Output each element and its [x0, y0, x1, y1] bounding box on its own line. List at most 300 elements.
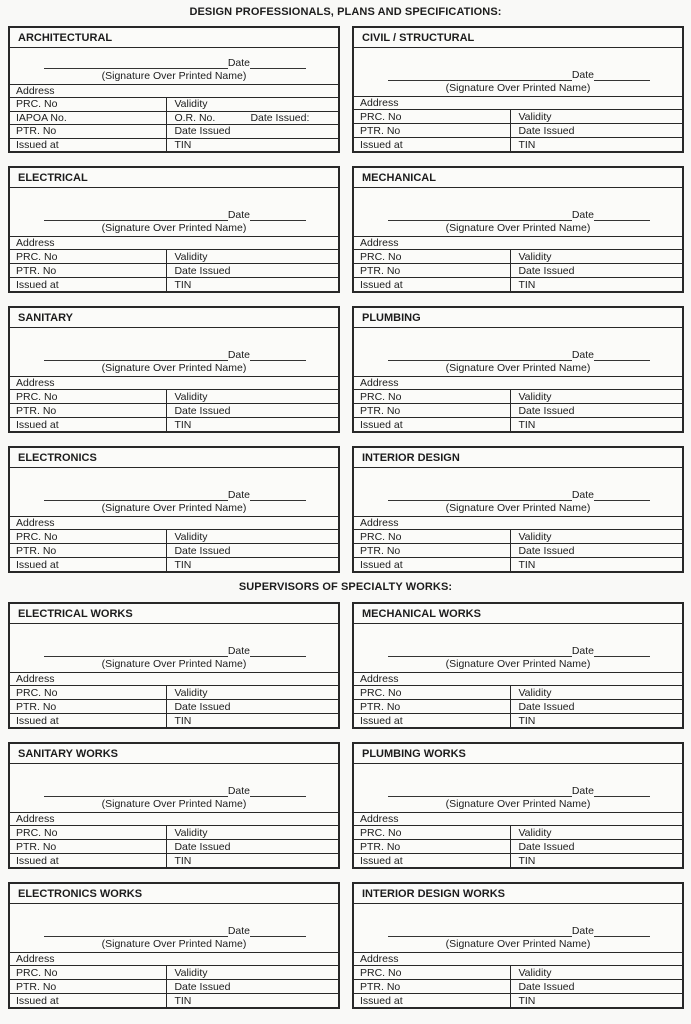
- issued-at-cell: [354, 994, 511, 1007]
- issued-at-tin-row: [354, 417, 682, 431]
- date-issued-label: Date Issued: [518, 700, 575, 713]
- address-label: Address: [16, 517, 55, 529]
- date-issued-cell: [167, 700, 338, 713]
- ptr-no-cell: [354, 840, 511, 853]
- signature-area: [10, 623, 338, 672]
- validity-label: Validity: [174, 686, 208, 699]
- validity-cell: [167, 686, 338, 699]
- prc-validity-row: [10, 965, 338, 979]
- date-label: Date: [571, 645, 594, 657]
- prc-no-label: PRC. No: [360, 390, 402, 403]
- signature-line: [44, 208, 306, 221]
- address-row: [10, 376, 338, 389]
- signature-caption: (Signature Over Printed Name): [101, 798, 247, 810]
- date-issued-label: Date Issued: [174, 264, 231, 277]
- validity-cell: [511, 686, 682, 699]
- ptr-no-cell: [10, 700, 167, 713]
- issued-at-label: Issued at: [360, 278, 403, 291]
- prc-no-cell: [10, 686, 167, 699]
- box-title: PLUMBING WORKS: [362, 747, 466, 760]
- prc-no-label: PRC. No: [16, 530, 58, 543]
- or-no-cell: [167, 112, 338, 125]
- validity-label: Validity: [518, 686, 552, 699]
- tin-label: TIN: [518, 138, 536, 151]
- tin-cell: [511, 854, 682, 867]
- issued-at-cell: [10, 139, 167, 152]
- issued-at-cell: [10, 278, 167, 291]
- issued-at-tin-row: [354, 993, 682, 1007]
- ptr-no-label: PTR. No: [16, 125, 57, 138]
- issued-at-label: Issued at: [16, 994, 59, 1007]
- signature-caption: (Signature Over Printed Name): [445, 502, 591, 514]
- prc-validity-row: [10, 529, 338, 543]
- ptr-date-issued-row: [354, 839, 682, 853]
- ptr-no-label: PTR. No: [360, 124, 401, 137]
- validity-cell: [511, 966, 682, 979]
- date-label: Date: [571, 925, 594, 937]
- tin-label: TIN: [518, 418, 536, 431]
- date-label: Date: [227, 785, 250, 797]
- issued-at-label: Issued at: [16, 418, 59, 431]
- tin-cell: [511, 278, 682, 291]
- signature-area: [10, 327, 338, 376]
- validity-cell: [167, 530, 338, 543]
- ptr-no-label: PTR. No: [16, 404, 57, 417]
- signature-area: [10, 763, 338, 812]
- date-label: Date: [571, 349, 594, 361]
- iapoa-no-label: IAPOA No.: [16, 111, 67, 124]
- box-title: ELECTRONICS: [18, 451, 97, 464]
- prc-no-cell: [10, 250, 167, 263]
- date-issued-cell: [167, 544, 338, 557]
- ptr-date-issued-row: [10, 979, 338, 993]
- date-issued-label: Date Issued: [174, 980, 231, 993]
- prc-validity-row: [354, 965, 682, 979]
- address-row: [354, 96, 682, 109]
- date-label: Date: [227, 489, 250, 501]
- prc-no-cell: [354, 110, 511, 123]
- box-title: ELECTRONICS WORKS: [18, 887, 143, 900]
- address-row: [354, 812, 682, 825]
- ptr-no-label: PTR. No: [360, 840, 401, 853]
- validity-cell: [511, 530, 682, 543]
- date-label: Date: [571, 209, 594, 221]
- tin-label: TIN: [174, 558, 192, 571]
- or-no-label: O.R. No.: [174, 111, 216, 124]
- ptr-date-issued-row: [354, 263, 682, 277]
- address-row: [10, 672, 338, 685]
- box-sanitary: [8, 306, 340, 433]
- ptr-no-label: PTR. No: [16, 544, 57, 557]
- date-issued-cell: [167, 404, 338, 417]
- prc-no-cell: [354, 250, 511, 263]
- signature-caption: (Signature Over Printed Name): [101, 362, 247, 374]
- box-sanitary-works: [8, 742, 340, 869]
- signature-caption: (Signature Over Printed Name): [445, 658, 591, 670]
- box-civil-structural: [352, 26, 684, 153]
- date-issued-cell: [167, 840, 338, 853]
- issued-at-cell: [10, 418, 167, 431]
- ptr-date-issued-row: [10, 403, 338, 417]
- date-issued-cell: [511, 980, 682, 993]
- ptr-no-label: PTR. No: [16, 980, 57, 993]
- issued-at-cell: [10, 854, 167, 867]
- address-label: Address: [360, 953, 399, 965]
- issued-at-cell: [354, 138, 511, 151]
- validity-label: Validity: [518, 966, 552, 979]
- issued-at-tin-row: [354, 137, 682, 151]
- date-label: Date: [571, 69, 594, 81]
- box-electrical-works: [8, 602, 340, 729]
- issued-at-cell: [354, 854, 511, 867]
- signature-area: [10, 47, 338, 84]
- box-interior-design-works: [352, 882, 684, 1009]
- signature-caption: (Signature Over Printed Name): [445, 222, 591, 234]
- issued-at-label: Issued at: [360, 994, 403, 1007]
- issued-at-tin-row: [354, 853, 682, 867]
- date-issued-cell: [511, 700, 682, 713]
- supervisors-section: [0, 602, 691, 1009]
- address-row: [10, 236, 338, 249]
- ptr-date-issued-row: [354, 979, 682, 993]
- tin-cell: [167, 278, 338, 291]
- signature-line: [388, 924, 650, 937]
- validity-label: Validity: [518, 110, 552, 123]
- signature-line: [388, 784, 650, 797]
- tin-cell: [167, 418, 338, 431]
- prc-no-label: PRC. No: [16, 98, 58, 111]
- tin-label: TIN: [518, 854, 536, 867]
- issued-at-cell: [354, 418, 511, 431]
- date-issued-label: Date Issued: [518, 124, 575, 137]
- signature-caption: (Signature Over Printed Name): [101, 502, 247, 514]
- prc-no-label: PRC. No: [360, 250, 402, 263]
- prc-validity-row: [354, 825, 682, 839]
- signature-line: [44, 348, 306, 361]
- box-plumbing: [352, 306, 684, 433]
- tin-label: TIN: [518, 714, 536, 727]
- tin-label: TIN: [174, 278, 192, 291]
- prc-validity-row: [354, 389, 682, 403]
- date-label: Date: [227, 925, 250, 937]
- box-title: SANITARY: [18, 311, 73, 324]
- signature-area: [10, 187, 338, 236]
- box-title: ELECTRICAL: [18, 171, 88, 184]
- signature-area: [10, 467, 338, 516]
- tin-cell: [167, 994, 338, 1007]
- prc-validity-row: [10, 389, 338, 403]
- prc-no-cell: [354, 530, 511, 543]
- issued-at-label: Issued at: [16, 714, 59, 727]
- prc-no-label: PRC. No: [16, 686, 58, 699]
- box-electrical: [8, 166, 340, 293]
- prc-no-label: PRC. No: [360, 686, 402, 699]
- box-title: INTERIOR DESIGN WORKS: [362, 887, 506, 900]
- issued-at-cell: [354, 278, 511, 291]
- prc-no-label: PRC. No: [360, 110, 402, 123]
- ptr-date-issued-row: [10, 839, 338, 853]
- date-issued-label: Date Issued: [518, 544, 575, 557]
- address-label: Address: [16, 85, 55, 97]
- ptr-date-issued-row: [10, 543, 338, 557]
- issued-at-label: Issued at: [360, 854, 403, 867]
- date-issued-cell: [167, 264, 338, 277]
- signature-line: [388, 644, 650, 657]
- ptr-no-cell: [10, 125, 167, 138]
- validity-cell: [167, 966, 338, 979]
- signature-line: [44, 924, 306, 937]
- issued-at-tin-row: [10, 138, 338, 152]
- box-title: ARCHITECTURAL: [18, 31, 113, 44]
- issued-at-label: Issued at: [360, 558, 403, 571]
- address-row: [10, 952, 338, 965]
- tin-cell: [511, 558, 682, 571]
- box-title: MECHANICAL WORKS: [362, 607, 481, 620]
- box-plumbing-works: [352, 742, 684, 869]
- issued-at-label: Issued at: [360, 418, 403, 431]
- tin-label: TIN: [174, 138, 192, 151]
- signature-caption: (Signature Over Printed Name): [101, 222, 247, 234]
- signature-area: [10, 903, 338, 952]
- date-issued-cell: [511, 264, 682, 277]
- tin-cell: [167, 558, 338, 571]
- address-row: [354, 952, 682, 965]
- address-row: [10, 516, 338, 529]
- validity-cell: [511, 250, 682, 263]
- issued-at-label: Issued at: [360, 138, 403, 151]
- ptr-date-issued-row: [354, 543, 682, 557]
- date-issued-cell: [167, 125, 338, 138]
- tin-label: TIN: [174, 714, 192, 727]
- date-issued-label: Date Issued: [174, 404, 231, 417]
- address-label: Address: [360, 237, 399, 249]
- date-issued-label: Date Issued: [518, 840, 575, 853]
- design-professionals-section: [0, 26, 691, 573]
- issued-at-tin-row: [10, 853, 338, 867]
- prc-validity-row: [10, 685, 338, 699]
- issued-at-cell: [10, 994, 167, 1007]
- signature-line: [44, 644, 306, 657]
- date-issued-label: Date Issued: [174, 840, 231, 853]
- validity-label: Validity: [174, 390, 208, 403]
- tin-label: TIN: [174, 418, 192, 431]
- validity-cell: [167, 98, 338, 111]
- box-title: PLUMBING: [362, 311, 421, 324]
- iapoa-no-cell: [10, 112, 167, 125]
- prc-no-label: PRC. No: [360, 966, 402, 979]
- box-architectural: [8, 26, 340, 153]
- box-mechanical: [352, 166, 684, 293]
- date-label: Date: [227, 57, 250, 69]
- validity-cell: [167, 826, 338, 839]
- ptr-no-cell: [10, 980, 167, 993]
- date-issued-cell: [511, 404, 682, 417]
- signature-line: [388, 488, 650, 501]
- address-row: [10, 84, 338, 97]
- prc-validity-row: [10, 825, 338, 839]
- date-label: Date: [227, 645, 250, 657]
- validity-label: Validity: [174, 826, 208, 839]
- prc-no-cell: [10, 826, 167, 839]
- signature-caption: (Signature Over Printed Name): [101, 658, 247, 670]
- validity-label: Validity: [174, 98, 208, 111]
- prc-no-cell: [10, 530, 167, 543]
- prc-validity-row: [10, 249, 338, 263]
- prc-no-cell: [354, 686, 511, 699]
- ptr-no-label: PTR. No: [360, 404, 401, 417]
- validity-label: Validity: [174, 966, 208, 979]
- prc-no-cell: [354, 390, 511, 403]
- ptr-no-label: PTR. No: [360, 544, 401, 557]
- tin-label: TIN: [518, 278, 536, 291]
- ptr-no-label: PTR. No: [16, 264, 57, 277]
- signature-line: [44, 784, 306, 797]
- date-issued-label: Date Issued: [518, 404, 575, 417]
- address-row: [354, 236, 682, 249]
- tin-label: TIN: [174, 994, 192, 1007]
- ptr-no-cell: [10, 404, 167, 417]
- signature-line: [44, 56, 306, 69]
- validity-cell: [167, 390, 338, 403]
- signature-line: [388, 348, 650, 361]
- signature-caption: (Signature Over Printed Name): [445, 82, 591, 94]
- issued-at-tin-row: [354, 713, 682, 727]
- prc-validity-row: [354, 529, 682, 543]
- box-electronics: [8, 446, 340, 573]
- issued-at-tin-row: [10, 557, 338, 571]
- ptr-no-cell: [354, 124, 511, 137]
- ptr-date-issued-row: [10, 263, 338, 277]
- iapoa-row: [10, 111, 338, 125]
- address-row: [354, 516, 682, 529]
- address-label: Address: [360, 673, 399, 685]
- validity-cell: [511, 826, 682, 839]
- ptr-no-cell: [354, 404, 511, 417]
- signature-area: [354, 903, 682, 952]
- signature-area: [354, 467, 682, 516]
- date-issued-cell: [511, 544, 682, 557]
- ptr-date-issued-row: [10, 699, 338, 713]
- box-title: CIVIL / STRUCTURAL: [362, 31, 475, 44]
- issued-at-tin-row: [10, 993, 338, 1007]
- prc-validity-row: [354, 249, 682, 263]
- issued-at-tin-row: [10, 277, 338, 291]
- signature-area: [354, 763, 682, 812]
- validity-cell: [167, 250, 338, 263]
- prc-no-cell: [354, 966, 511, 979]
- address-label: Address: [360, 97, 399, 109]
- issued-at-cell: [10, 714, 167, 727]
- signature-line: [44, 488, 306, 501]
- tin-cell: [167, 854, 338, 867]
- ptr-no-label: PTR. No: [16, 700, 57, 713]
- prc-no-label: PRC. No: [360, 826, 402, 839]
- box-title: INTERIOR DESIGN: [362, 451, 460, 464]
- address-label: Address: [16, 953, 55, 965]
- signature-line: [388, 68, 650, 81]
- issued-at-cell: [10, 558, 167, 571]
- ptr-no-label: PTR. No: [360, 980, 401, 993]
- validity-label: Validity: [518, 390, 552, 403]
- signature-line: [388, 208, 650, 221]
- issued-at-tin-row: [10, 713, 338, 727]
- prc-no-label: PRC. No: [360, 530, 402, 543]
- ptr-no-cell: [10, 264, 167, 277]
- ptr-date-issued-row: [354, 699, 682, 713]
- ptr-no-label: PTR. No: [16, 840, 57, 853]
- address-label: Address: [16, 813, 55, 825]
- ptr-date-issued-row: [354, 123, 682, 137]
- issued-at-tin-row: [354, 557, 682, 571]
- signature-area: [354, 623, 682, 672]
- validity-label: Validity: [174, 250, 208, 263]
- ptr-date-issued-row: [354, 403, 682, 417]
- ptr-no-cell: [354, 264, 511, 277]
- prc-no-label: PRC. No: [16, 250, 58, 263]
- tin-label: TIN: [518, 558, 536, 571]
- tin-cell: [511, 714, 682, 727]
- date-issued-label: Date Issued: [518, 980, 575, 993]
- prc-validity-row: [10, 97, 338, 111]
- ptr-no-cell: [354, 544, 511, 557]
- issued-at-label: Issued at: [16, 558, 59, 571]
- or-date-issued-label: Date Issued:: [250, 111, 310, 124]
- address-row: [354, 672, 682, 685]
- tin-cell: [511, 138, 682, 151]
- issued-at-label: Issued at: [360, 714, 403, 727]
- date-issued-label: Date Issued: [174, 700, 231, 713]
- date-label: Date: [571, 489, 594, 501]
- date-issued-label: Date Issued: [174, 125, 231, 138]
- box-electronics-works: [8, 882, 340, 1009]
- prc-no-cell: [10, 390, 167, 403]
- tin-label: TIN: [174, 854, 192, 867]
- box-mechanical-works: [352, 602, 684, 729]
- issued-at-tin-row: [10, 417, 338, 431]
- address-row: [10, 812, 338, 825]
- issued-at-cell: [354, 714, 511, 727]
- address-label: Address: [16, 673, 55, 685]
- tin-cell: [167, 714, 338, 727]
- prc-no-label: PRC. No: [16, 966, 58, 979]
- signature-area: [354, 47, 682, 96]
- signature-caption: (Signature Over Printed Name): [445, 362, 591, 374]
- date-issued-cell: [511, 840, 682, 853]
- ptr-date-issued-row: [10, 124, 338, 138]
- prc-validity-row: [354, 685, 682, 699]
- issued-at-label: Issued at: [16, 138, 59, 151]
- validity-cell: [511, 110, 682, 123]
- date-label: Date: [227, 209, 250, 221]
- prc-no-cell: [10, 966, 167, 979]
- validity-cell: [511, 390, 682, 403]
- tin-cell: [511, 418, 682, 431]
- ptr-no-cell: [354, 700, 511, 713]
- tin-cell: [167, 139, 338, 152]
- address-label: Address: [16, 377, 55, 389]
- ptr-no-cell: [10, 840, 167, 853]
- signature-area: [354, 187, 682, 236]
- issued-at-label: Issued at: [16, 278, 59, 291]
- validity-label: Validity: [518, 250, 552, 263]
- prc-no-label: PRC. No: [16, 390, 58, 403]
- box-title: SANITARY WORKS: [18, 747, 119, 760]
- validity-label: Validity: [518, 826, 552, 839]
- signature-caption: (Signature Over Printed Name): [445, 938, 591, 950]
- box-title: ELECTRICAL WORKS: [18, 607, 133, 620]
- address-label: Address: [360, 377, 399, 389]
- validity-label: Validity: [174, 530, 208, 543]
